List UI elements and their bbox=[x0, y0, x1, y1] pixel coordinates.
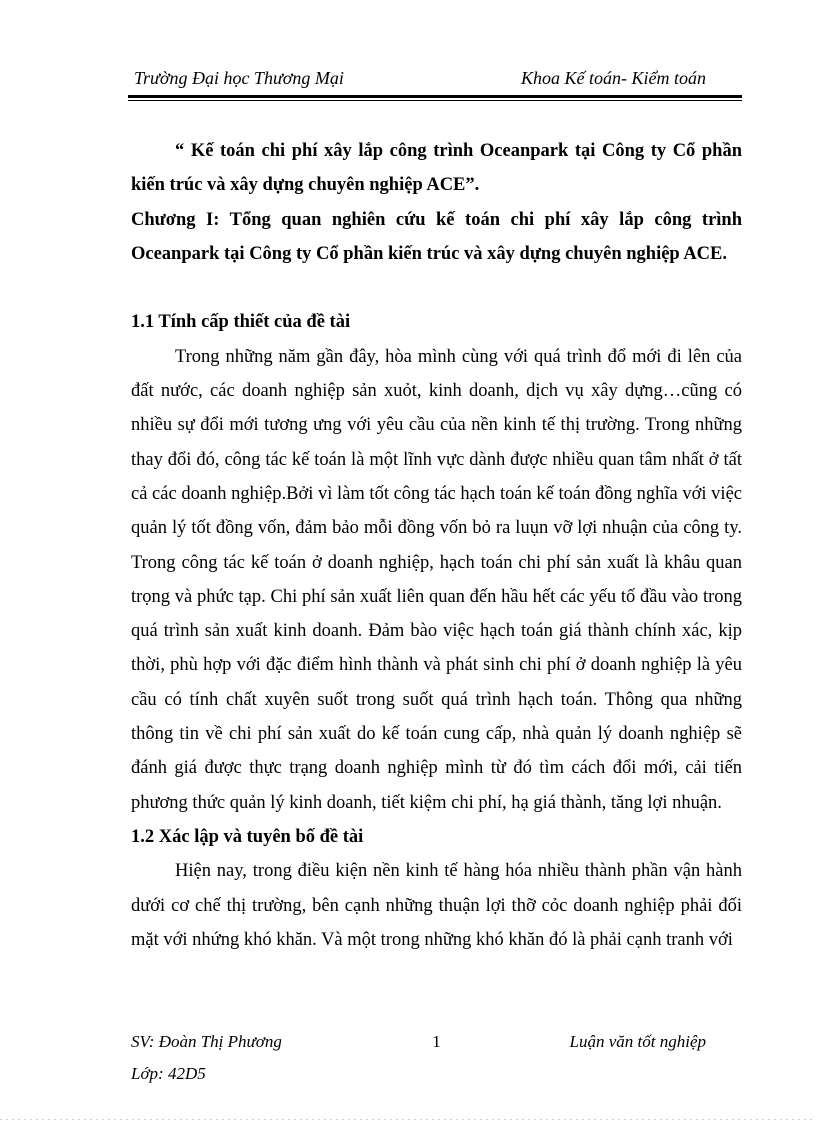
header-row bbox=[128, 66, 742, 90]
footer-doc-type: Luận văn tốt nghiệp bbox=[569, 1032, 706, 1051]
thesis-title: “ Kế toán chi phí xây lắp công trình Oceanpark tại Công ty Cổ phần kiến trúc và xây dựng chuyên nghiệp ACE”. bbox=[131, 141, 742, 196]
section-1-1-heading: 1.1 Tính cấp thiết của đề tài bbox=[131, 312, 351, 333]
footer-row bbox=[131, 1026, 742, 1090]
footer-student-name: SV: Đoàn Thị Phương bbox=[131, 1032, 282, 1051]
page-header bbox=[128, 66, 742, 101]
chapter-heading: Chương I: Tổng quan nghiên cứu kế toán chi phí xây lắp công trình Oceanpark tại Công ty Cổ phần kiến trúc và xây dựng chuyên nghiệp ACE. bbox=[131, 209, 742, 264]
footer-page-number: 1 bbox=[432, 1032, 441, 1051]
page-bottom-dotted-rule bbox=[0, 1119, 816, 1120]
document-body bbox=[131, 134, 742, 957]
section-1-2-heading: 1.2 Xác lập và tuyên bố đề tài bbox=[131, 826, 364, 847]
section-1-2-paragraph: Hiện nay, trong điều kiện nền kinh tế hàng hóa nhiều thành phần vận hành dưới cơ chế thị trường, bên cạnh những thuận lợi thỡ cỏc doanh nghiệp phải đối mặt với nhứng khó khăn. Và một trong những khó khăn đó là phải cạnh tranh với bbox=[131, 861, 742, 950]
header-faculty-name: Khoa Kế toán- Kiểm toán bbox=[521, 68, 706, 88]
footer-class: Lớp: 42D5 bbox=[131, 1064, 206, 1083]
page-footer bbox=[131, 1026, 742, 1090]
blank-line-spacer bbox=[131, 271, 742, 305]
header-double-rule-thin bbox=[128, 100, 742, 101]
header-school-name: Trường Đại học Thương Mại bbox=[134, 68, 344, 88]
section-1-1-paragraph: Trong những năm gần đây, hòa mình cùng với quá trình đổ mới đi lên của đất nước, các doanh nghiệp sản xuỏt, kinh doanh, dịch vụ xây dựng…cũng có nhiều sự đổi mới tương ưng với yêu cầu của nền kinh tế thị trường. Trong những thay đổi đó, công tác kế toán là một lĩnh vực dành được nhiều quan tâm nhất ở tất cả các doanh nghiệp.Bởi vì làm tốt công tác hạch toán kế toán đồng nghĩa với việc quản lý tốt đồng vốn, đảm bảo mỗi đồng vốn bỏ ra luụn vỡ lợi nhuận của công ty. Trong công tác kế toán ở doanh nghiệp, hạch toán chi phí sản xuất là khâu quan trọng và phức tạp. Chi phí sản xuất liên quan đến hầu hết các yếu tố đầu vào trong quá trình sản xuất kinh doanh. Đảm bào việc hạch toán giá thành chính xác, kịp thời, phù hợp với đặc điểm hình thành và phát sinh chi phí ở doanh nghiệp là yêu cầu có tính chất xuyên suốt trong suốt quá trình hạch toán. Thông qua những thông tin về chi phí sản xuất do kế toán cung cấp, nhà quản lý doanh nghiệp sẽ đánh giá được thực trạng doanh nghiệp mình từ đó tìm cách đổi mới, cải tiến phương thức quản lý kinh doanh, tiết kiệm chi phí, hạ giá thành, tăng lợi nhuận. bbox=[131, 346, 742, 813]
header-double-rule-thick bbox=[128, 95, 742, 98]
